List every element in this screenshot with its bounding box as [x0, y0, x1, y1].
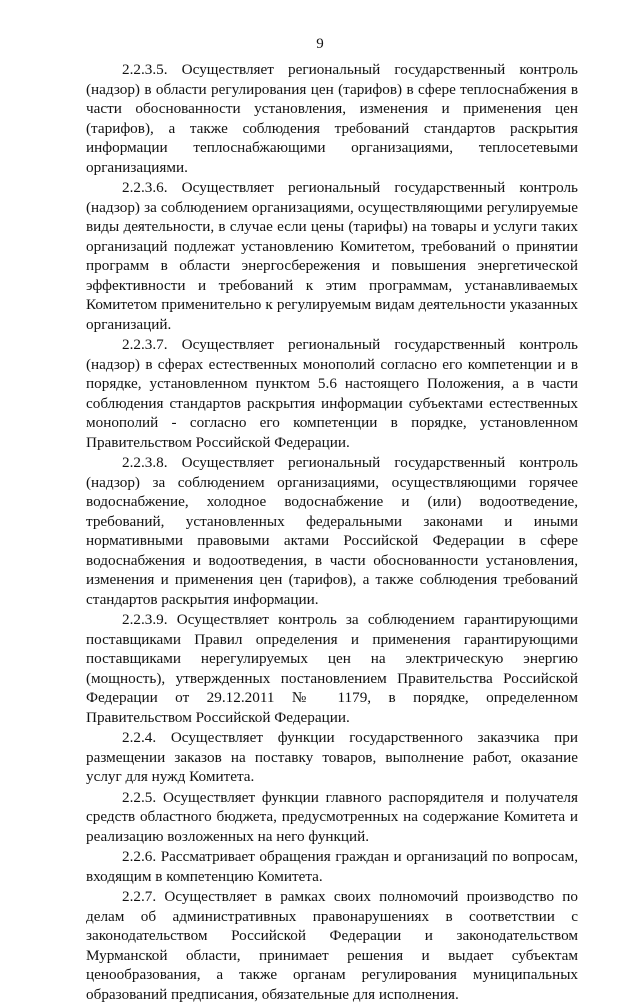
paragraph-2-2-3-5: 2.2.3.5. Осуществляет региональный государственный контроль (надзор) в области регулирования цен (тарифов) в сфере теплоснабжения в части обоснованности установления, изменения и применения цен (тарифов), а также соблюдения требований стандартов раскрытия информации теплоснабжающими организациями, теплосетевыми организациями. [86, 61, 578, 176]
paragraph-2-2-4: 2.2.4. Осуществляет функции государственного заказчика при размещении заказов на поставку товаров, выполнение работ, оказание услуг для нужд Комитета. [86, 729, 578, 785]
paragraph-2-2-3-8: 2.2.3.8. Осуществляет региональный государственный контроль (надзор) за соблюдением организациями, осуществляющими горячее водоснабжение, холодное водоснабжение и (или) водоотведение, требований, установленных федеральными законами и иными нормативными правовыми актами Российской Федерации в сфере водоснабжения и водоотведения, в части обоснованности установления, изменения и применения цен (тарифов), а также соблюдения требований стандартов раскрытия информации. [86, 454, 578, 608]
paragraph-2-2-3-9: 2.2.3.9. Осуществляет контроль за соблюдением гарантирующими поставщиками Правил определения и применения гарантирующими поставщиками нерегулируемых цен на электрическую энергию (мощность), утвержденных постановлением Правительства Российской Федерации от 29.12.2011 № 1179, в порядке, определенном Правительством Российской Федерации. [86, 611, 578, 726]
paragraph-2-2-3-7: 2.2.3.7. Осуществляет региональный государственный контроль (надзор) в сферах естественных монополий согласно его компетенции и в порядке, установленном пунктом 5.6 настоящего Положения, а в части соблюдения стандартов раскрытия информации субъектами естественных монополий - согласно его компетенции в порядке, установленном Правительством Российской Федерации. [86, 336, 578, 451]
page-number: 9 [316, 36, 324, 52]
document-body [86, 60, 578, 1005]
paragraph-2-2-6: 2.2.6. Рассматривает обращения граждан и организаций по вопросам, входящим в компетенцию Комитета. [86, 848, 578, 885]
paragraph-2-2-3-6: 2.2.3.6. Осуществляет региональный государственный контроль (надзор) за соблюдением организациями, осуществляющими регулируемые виды деятельности, в случае если цены (тарифы) на товары и услуги таких организаций подлежат установлению Комитетом, требований о принятии программ в области энергосбережения и повышения энергетической эффективности и требований к этим программам, устанавливаемых Комитетом применительно к регулируемым видам деятельности указанных организаций. [86, 179, 578, 333]
paragraph-2-2-5: 2.2.5. Осуществляет функции главного распорядителя и получателя средств областного бюджета, предусмотренных на содержание Комитета и реализацию возложенных на него функций. [86, 788, 578, 845]
paragraph-2-2-7: 2.2.7. Осуществляет в рамках своих полномочий производство по делам об административных правонарушениях в соответствии с законодательством Российской Федерации и законодательством Мурманской области, принимает решения и выдает субъектам ценообразования, а также органам регулирования муниципальных образований предписания, обязательные для исполнения. [86, 888, 578, 1003]
